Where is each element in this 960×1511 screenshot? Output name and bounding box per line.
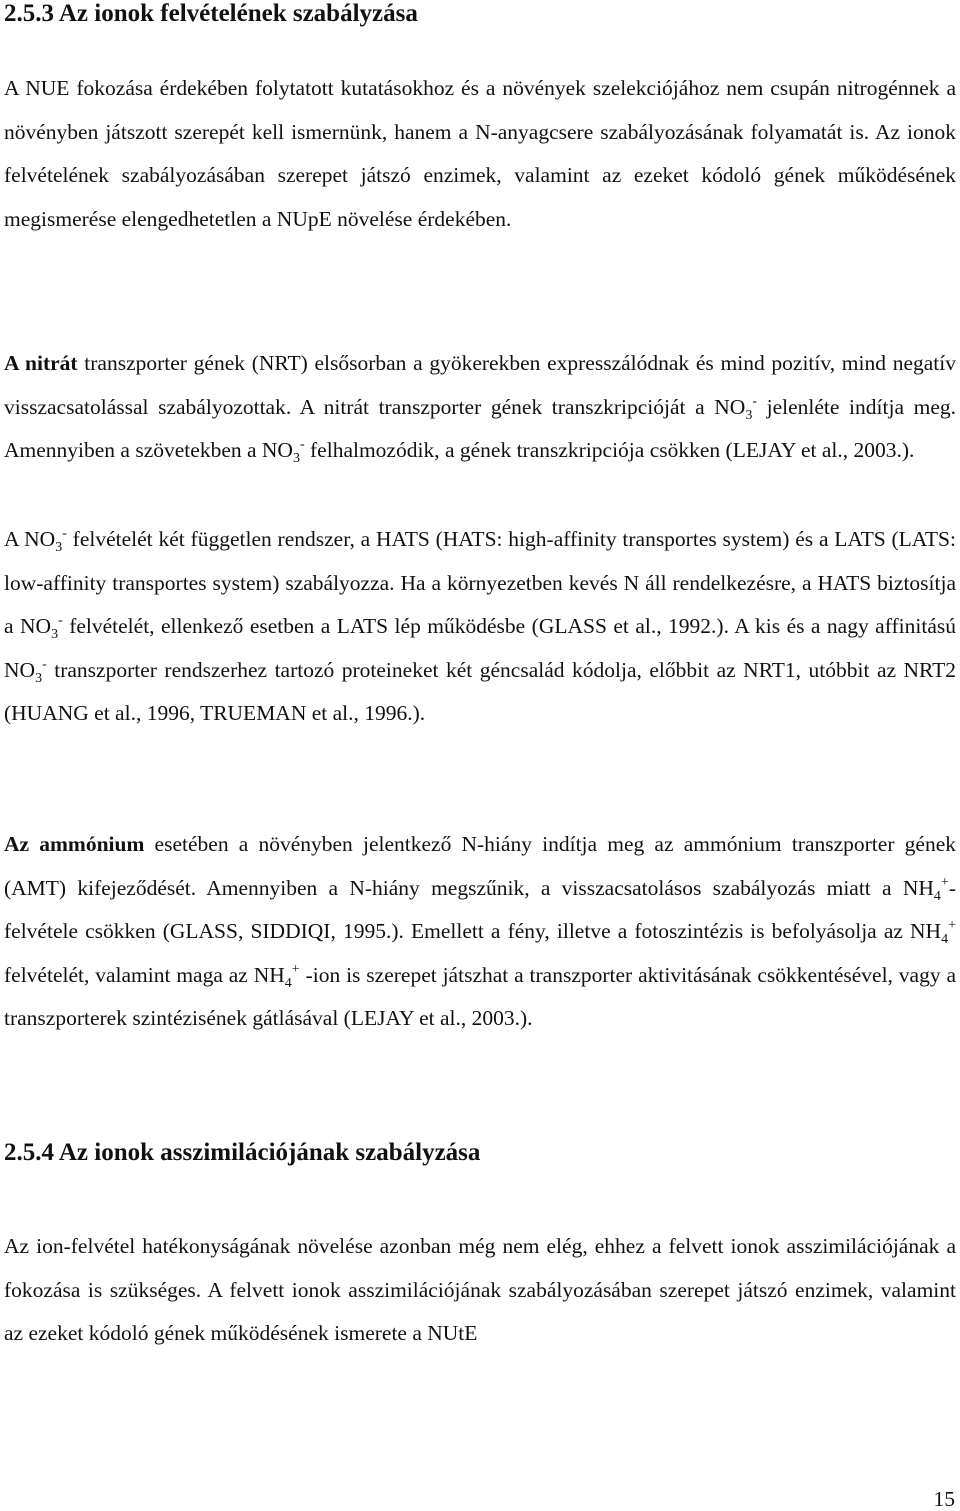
paragraph-nitrate-transporter (4, 342, 956, 473)
no3-superscript: - (62, 526, 67, 541)
text-run: transzporter rendszerhez tartozó proteineket két géncsalád kódolja, előbbit az NRT1, utóbbit az NRT2 (HUANG et al., 1996, TRUEMAN et al., 1996.). (4, 657, 956, 725)
bold-term-ammonium: Az ammónium (4, 832, 145, 856)
text-run: -ion is szerepet játszhat a transzporter aktivitásának csökkentésével, vagy a transzporterek szintézisének gátlásával (LEJAY et al., 2003.). (4, 962, 956, 1030)
nh4-superscript: + (291, 961, 300, 977)
nh4-superscript: + (940, 874, 949, 890)
text-run: felvételét, ellenkező esetben a LATS lép működésbe (GLASS et al., 1992.). A kis és a nagy affinitású NO (4, 614, 956, 682)
no3-subscript: 3 (35, 670, 43, 686)
no3-subscript: 3 (51, 627, 59, 642)
paragraph-assimilation: Az ion-felvétel hatékonyságának növelése azonban még nem elég, ehhez a felvett ionok asszimilációjának a fokozása is szükséges. A felvett ionok asszimilációjának szabályozásában szerepet játszó enzimek, valamint az ezeket kódoló gének működésének ismerete a NUtE (4, 1234, 956, 1345)
no3-superscript: - (299, 437, 305, 452)
no3-superscript: - (58, 613, 63, 628)
nh4-subscript: 4 (284, 975, 292, 991)
paragraph-ammonium (4, 823, 956, 1041)
text-run: felhalmozódik, a gének transzkripciója csökken (LEJAY et al., 2003.). (304, 438, 915, 462)
section-heading-2-5-3: 2.5.3 Az ionok felvételének szabályzása (4, 0, 418, 27)
section-heading-2-5-4: 2.5.4 Az ionok asszimilációjának szabályzása (4, 1139, 481, 1166)
text-run: -felvétele csökken (GLASS, SIDDIQI, 1995.). Emellett a fény, illetve a fotoszintézis is befolyásolja az NH (4, 875, 956, 943)
paragraph-hats-lats (4, 518, 956, 736)
no3-superscript: - (752, 393, 758, 409)
no3-superscript: - (42, 656, 47, 672)
text-run: jelenléte indítja meg. Amennyiben a szövetekben a NO (4, 394, 956, 462)
text-run: felvételét, valamint maga az NH (4, 962, 285, 987)
nh4-subscript: 4 (941, 932, 949, 947)
no3-subscript: 3 (292, 451, 300, 466)
text-run: A NO (4, 527, 56, 551)
nh4-subscript: 4 (933, 888, 941, 904)
no3-subscript: 3 (745, 407, 753, 423)
text-run: transzporter gének (NRT) elsősorban a gyökerekben expresszálódnak és mind pozitív, mind negatív visszacsatolással szabályozottak. A nitrát transzporter gének transzkripcióját a NO (4, 351, 956, 419)
paragraph-nue: A NUE fokozása érdekében folytatott kutatásokhoz és a növények szelekciójához nem csupán nitrogénnek a növényben játszott szerepét kell ismernünk, hanem a N-anyagcsere szabályozásának folyamatát is. Az ionok felvételének szabályozásában szerepet játszó enzimek, valamint az ezeket kódoló gének működésének megismerése elengedhetetlen a NUpE növelése érdekében. (4, 76, 956, 231)
no3-subscript: 3 (55, 540, 63, 555)
nh4-superscript: + (948, 918, 956, 933)
text-run: esetében a növényben jelentkező N-hiány indítja meg az ammónium transzporter gének (AMT) kifejeződését. Amennyiben a N-hiány megszűnik, a visszacsatolásos szabályozás miatt a NH (4, 832, 957, 900)
text-run: felvételét két független rendszer, a HATS (HATS: high-affinity transportes system) és a LATS (LATS: low-affinity transportes system) szabályozza. Ha a környezetben kevés N áll rendelkezésre, a HATS biztosítja a NO (4, 527, 956, 638)
bold-term-nitrate: A nitrát (4, 351, 78, 375)
page-number: 15 (933, 1487, 955, 1511)
